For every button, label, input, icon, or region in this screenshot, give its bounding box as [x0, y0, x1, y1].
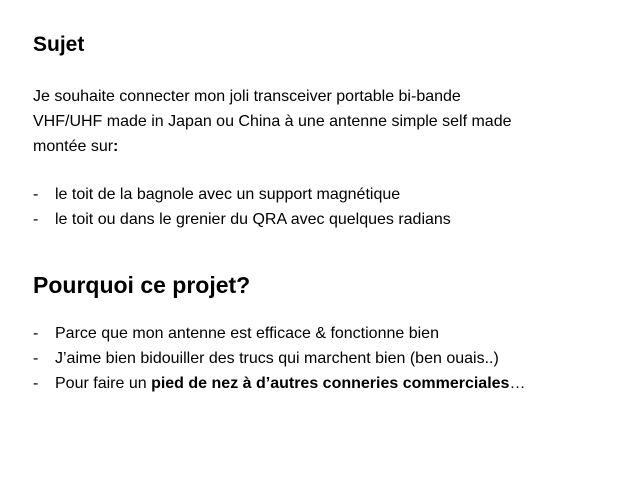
- section-title-sujet: Sujet: [33, 33, 85, 56]
- bullet-text: le toit de la bagnole avec un support magnétique: [55, 186, 401, 203]
- sujet-bullet-list: [33, 182, 451, 232]
- list-item: [33, 346, 525, 371]
- intro-line-1: Je souhaite connecter mon joli transceiver portable bi-bande: [33, 88, 461, 105]
- bullet-text: le toit ou dans le grenier du QRA avec quelques radians: [55, 211, 451, 228]
- bullet-text-suffix: …: [509, 375, 526, 392]
- intro-line-3: [33, 134, 623, 159]
- bullet-dash: -: [33, 186, 39, 203]
- list-item: [33, 321, 525, 346]
- projet-bullet-list: [33, 321, 525, 396]
- intro-colon: :: [113, 138, 119, 155]
- bullet-text-prefix: Pour faire un: [55, 375, 152, 392]
- section-title-projet: Pourquoi ce projet?: [33, 272, 251, 298]
- bullet-dash: -: [33, 375, 39, 392]
- bullet-dash: -: [33, 325, 39, 342]
- bullet-dash: -: [33, 350, 39, 367]
- bullet-text: Parce que mon antenne est efficace & fonctionne bien: [55, 325, 439, 342]
- intro-paragraph: [33, 84, 623, 159]
- intro-line-3-text: montée sur: [33, 138, 114, 155]
- list-item: [33, 182, 451, 207]
- bullet-dash: -: [33, 211, 39, 228]
- list-item: [33, 207, 451, 232]
- bullet-text-emphasis: pied de nez à d’autres conneries commerciales: [151, 375, 510, 392]
- bullet-text: J’aime bien bidouiller des trucs qui marchent bien (ben ouais..): [55, 350, 499, 367]
- list-item: [33, 371, 525, 396]
- intro-line-2: VHF/UHF made in Japan ou China à une antenne simple self made: [33, 113, 512, 130]
